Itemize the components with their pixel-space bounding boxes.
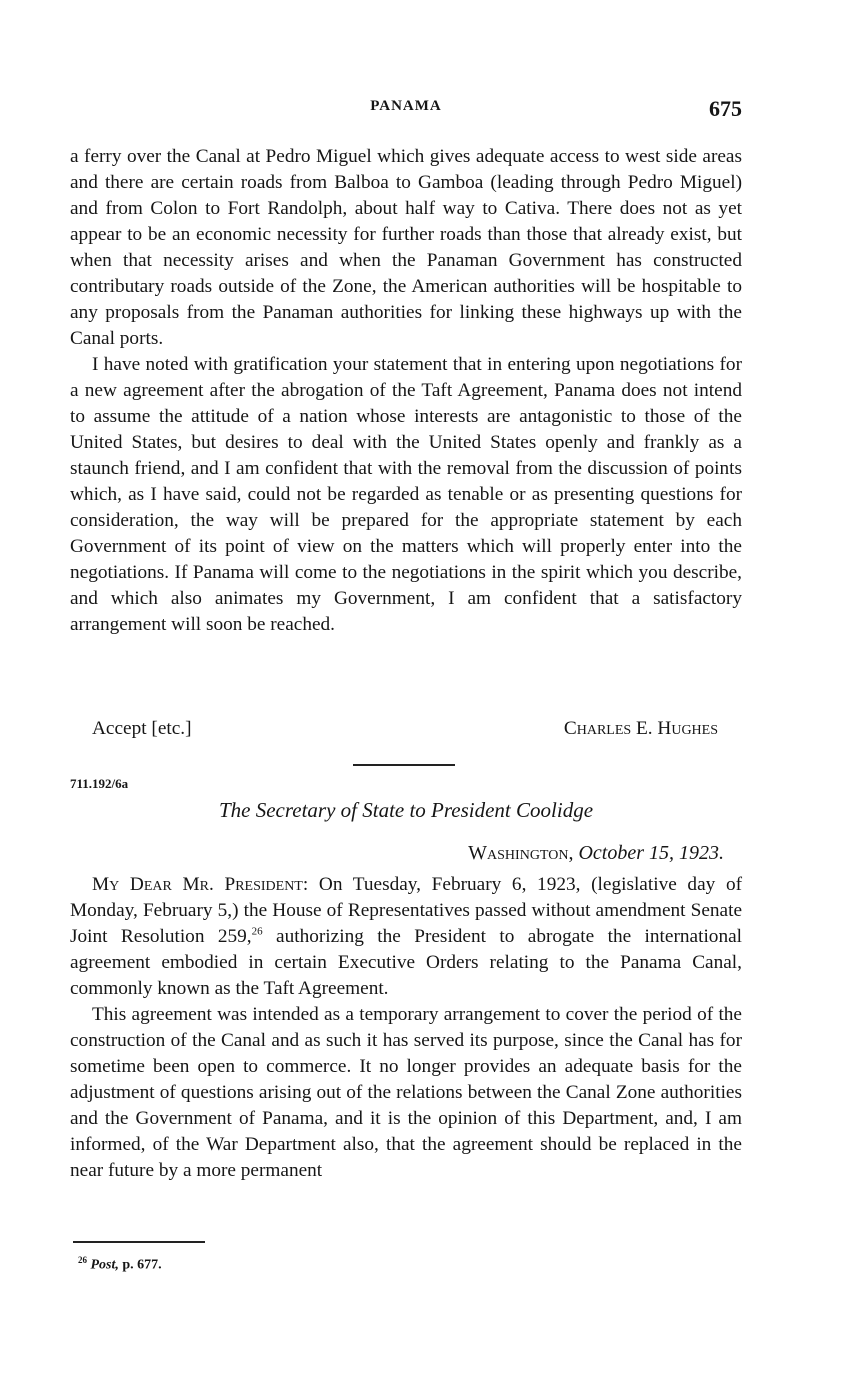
page-number: 675 [709, 96, 742, 121]
letter-one-paragraph-1: a ferry over the Canal at Pedro Miguel which gives adequate access to west side areas and there are certain roads from Balboa to Gamboa (leading through Pedro Miguel) and from Colon to Fort Randolph, about half way to Cativa. There does not as yet appear to be an economic necessity for further roads than those that already exist, but when that necessity arises and when the Panaman Government has constructed contributary roads outside of the Zone, the American authorities will be hospitable to any proposals from the Panaman authorities for linking these highways up with the Canal ports. [70, 146, 742, 349]
letter-two-paragraph-1 [70, 872, 742, 1002]
letter-one-paragraph-2: I have noted with gratification your statement that in entering upon negotiations for a new agreement after the abrogation of the Taft Agreement, Panama does not intend to assume the attitude of a nation whose interests are antagonistic to those of the United States, but desires to deal with the United States openly and frankly as a staunch friend, and I am confident that with the removal from the discussion of points which, as I have said, could not be regarded as tenable or as presenting questions for consideration, the way will be prepared for the appropriate statement by each Government of its point of view on the matters which will properly enter into the negotiations. If Panama will come to the negotiations in the spirit which you describe, and which also animates my Government, I am confident that a satisfactory arrangement will soon be reached. [70, 354, 742, 635]
salutation: My Dear Mr. President: [92, 874, 309, 895]
letter-one-signature-row [70, 716, 742, 742]
letter-one-body [70, 144, 742, 638]
running-head [70, 96, 742, 126]
letter-two-paragraph-1-a: On Tuesday, February 6, 1923, (legislative day of Monday, February 5,) the House of Representatives passed without amendment Senate Joint Resolution 259, [70, 874, 743, 947]
running-title: PANAMA [370, 98, 442, 114]
footnote-page-ref: p. 677. [122, 1257, 162, 1273]
footnote-mark: 26 [78, 1255, 87, 1265]
section-divider [353, 764, 455, 766]
letter-two-paragraph-2: This agreement was intended as a temporary arrangement to cover the period of the construction of the Canal and as such it has served its purpose, since the Canal has for sometime been open to commerce. It no longer provides an adequate basis for the adjustment of questions arising out of the relations between the Canal Zone authorities and the Government of Panama, and it is the opinion of this Department, and, I am informed, of the War Department also, that the agreement should be replaced in the near future by a more permanent [70, 1004, 742, 1181]
closing-text: Accept [etc.] [92, 718, 192, 739]
footnote-ref-word: Post, [90, 1257, 119, 1273]
dateline-place: Washington, [468, 842, 574, 864]
file-number: 711.192/6a [70, 776, 129, 791]
footnote [78, 1255, 162, 1274]
signature: Charles E. Hughes [563, 718, 718, 739]
footnote-divider [73, 1241, 205, 1243]
dateline-date: October 15, 1923. [578, 842, 724, 864]
footnote-reference: 26 [251, 925, 263, 938]
document-title: The Secretary of State to President Coolidge [218, 798, 594, 822]
letter-two-paragraph-1-b: authorizing the President to abrogate the international agreement embodied in certain Executive Orders relating to the Panama Canal, commonly known as the Taft Agreement. [70, 926, 743, 999]
dateline [468, 842, 724, 865]
letter-two-body [70, 872, 742, 1184]
